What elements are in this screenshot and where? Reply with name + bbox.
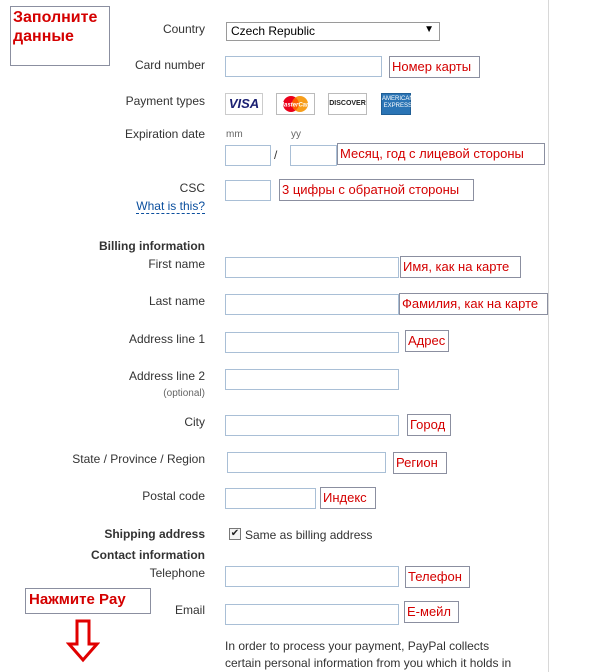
page-divider [548, 0, 549, 672]
state-label: State / Province / Region [72, 452, 205, 466]
discover-logo-icon: DISCOVER [328, 93, 367, 115]
country-select[interactable] [226, 22, 440, 41]
telephone-input[interactable] [225, 566, 399, 587]
csc-label: CSC [179, 181, 205, 195]
address1-input[interactable] [225, 332, 399, 353]
mastercard-logo-text: MasterCard [278, 102, 313, 109]
expiration-label: Expiration date [124, 127, 205, 141]
down-arrow-icon [66, 619, 100, 663]
instruction-fill-box [10, 6, 110, 66]
expiration-yy-label: yy [291, 129, 301, 140]
amex-logo-text: AMERICAN EXPRESS [382, 96, 414, 110]
mastercard-logo-icon [276, 93, 315, 115]
postal-note: Индекс [320, 487, 376, 509]
first-name-label: First name [148, 257, 205, 271]
last-name-label: Last name [148, 294, 205, 308]
card-number-input[interactable] [225, 56, 382, 77]
state-input[interactable] [227, 452, 386, 473]
chevron-down-icon: ▼ [424, 24, 434, 35]
country-value: Czech Republic [231, 24, 316, 38]
instruction-pay-box [25, 588, 151, 614]
csc-input[interactable] [225, 180, 271, 201]
city-input[interactable] [225, 415, 399, 436]
instruction-fill-text: Заполните данные [13, 9, 98, 45]
city-note: Город [407, 414, 451, 436]
last-name-note: Фамилия, как на карте [399, 293, 548, 315]
csc-help-link[interactable]: What is this? [136, 199, 205, 213]
address2-label: Address line 2 [128, 369, 205, 383]
expiration-note: Месяц, год с лицевой стороны [337, 143, 545, 165]
amex-logo-icon [381, 93, 414, 115]
last-name-input[interactable] [225, 294, 399, 315]
visa-logo-icon: VISA [225, 93, 263, 115]
city-label: City [184, 415, 205, 429]
same-as-billing-label: Same as billing address [245, 528, 373, 542]
checkmark-icon: ✔ [230, 528, 240, 539]
address1-label: Address line 1 [128, 332, 205, 346]
expiration-month-input[interactable] [225, 145, 271, 166]
expiration-year-input[interactable] [290, 145, 337, 166]
postal-label: Postal code [142, 489, 205, 503]
privacy-text [225, 638, 545, 672]
email-input[interactable] [225, 604, 399, 625]
telephone-label: Telephone [149, 566, 205, 580]
first-name-note: Имя, как на карте [400, 256, 521, 278]
privacy-line-1: In order to process your payment, PayPal collects [225, 639, 490, 653]
card-number-note: Номер карты [389, 56, 480, 78]
email-note: Е-мейл [404, 601, 459, 623]
same-as-billing-checkbox[interactable] [229, 528, 241, 540]
postal-input[interactable] [225, 488, 316, 509]
state-note: Регион [393, 452, 447, 474]
shipping-label: Shipping address [104, 527, 205, 541]
expiration-separator: / [274, 148, 278, 162]
telephone-note: Телефон [405, 566, 470, 588]
first-name-input[interactable] [225, 257, 399, 278]
address1-note: Адрес [405, 330, 449, 352]
card-number-label: Card number [134, 58, 205, 72]
address2-input[interactable] [225, 369, 399, 390]
contact-heading: Contact information [91, 548, 205, 562]
privacy-line-2: certain personal information from you which it holds in [225, 656, 512, 670]
billing-heading: Billing information [99, 239, 205, 253]
csc-note: 3 цифры с обратной стороны [279, 179, 474, 201]
instruction-pay-text: Нажмите Pay [29, 591, 126, 608]
email-label: Email [174, 603, 205, 617]
address2-optional: (optional) [163, 388, 205, 399]
payment-types-label: Payment types [125, 94, 205, 108]
expiration-mm-label: mm [226, 129, 243, 140]
country-label: Country [162, 22, 205, 36]
